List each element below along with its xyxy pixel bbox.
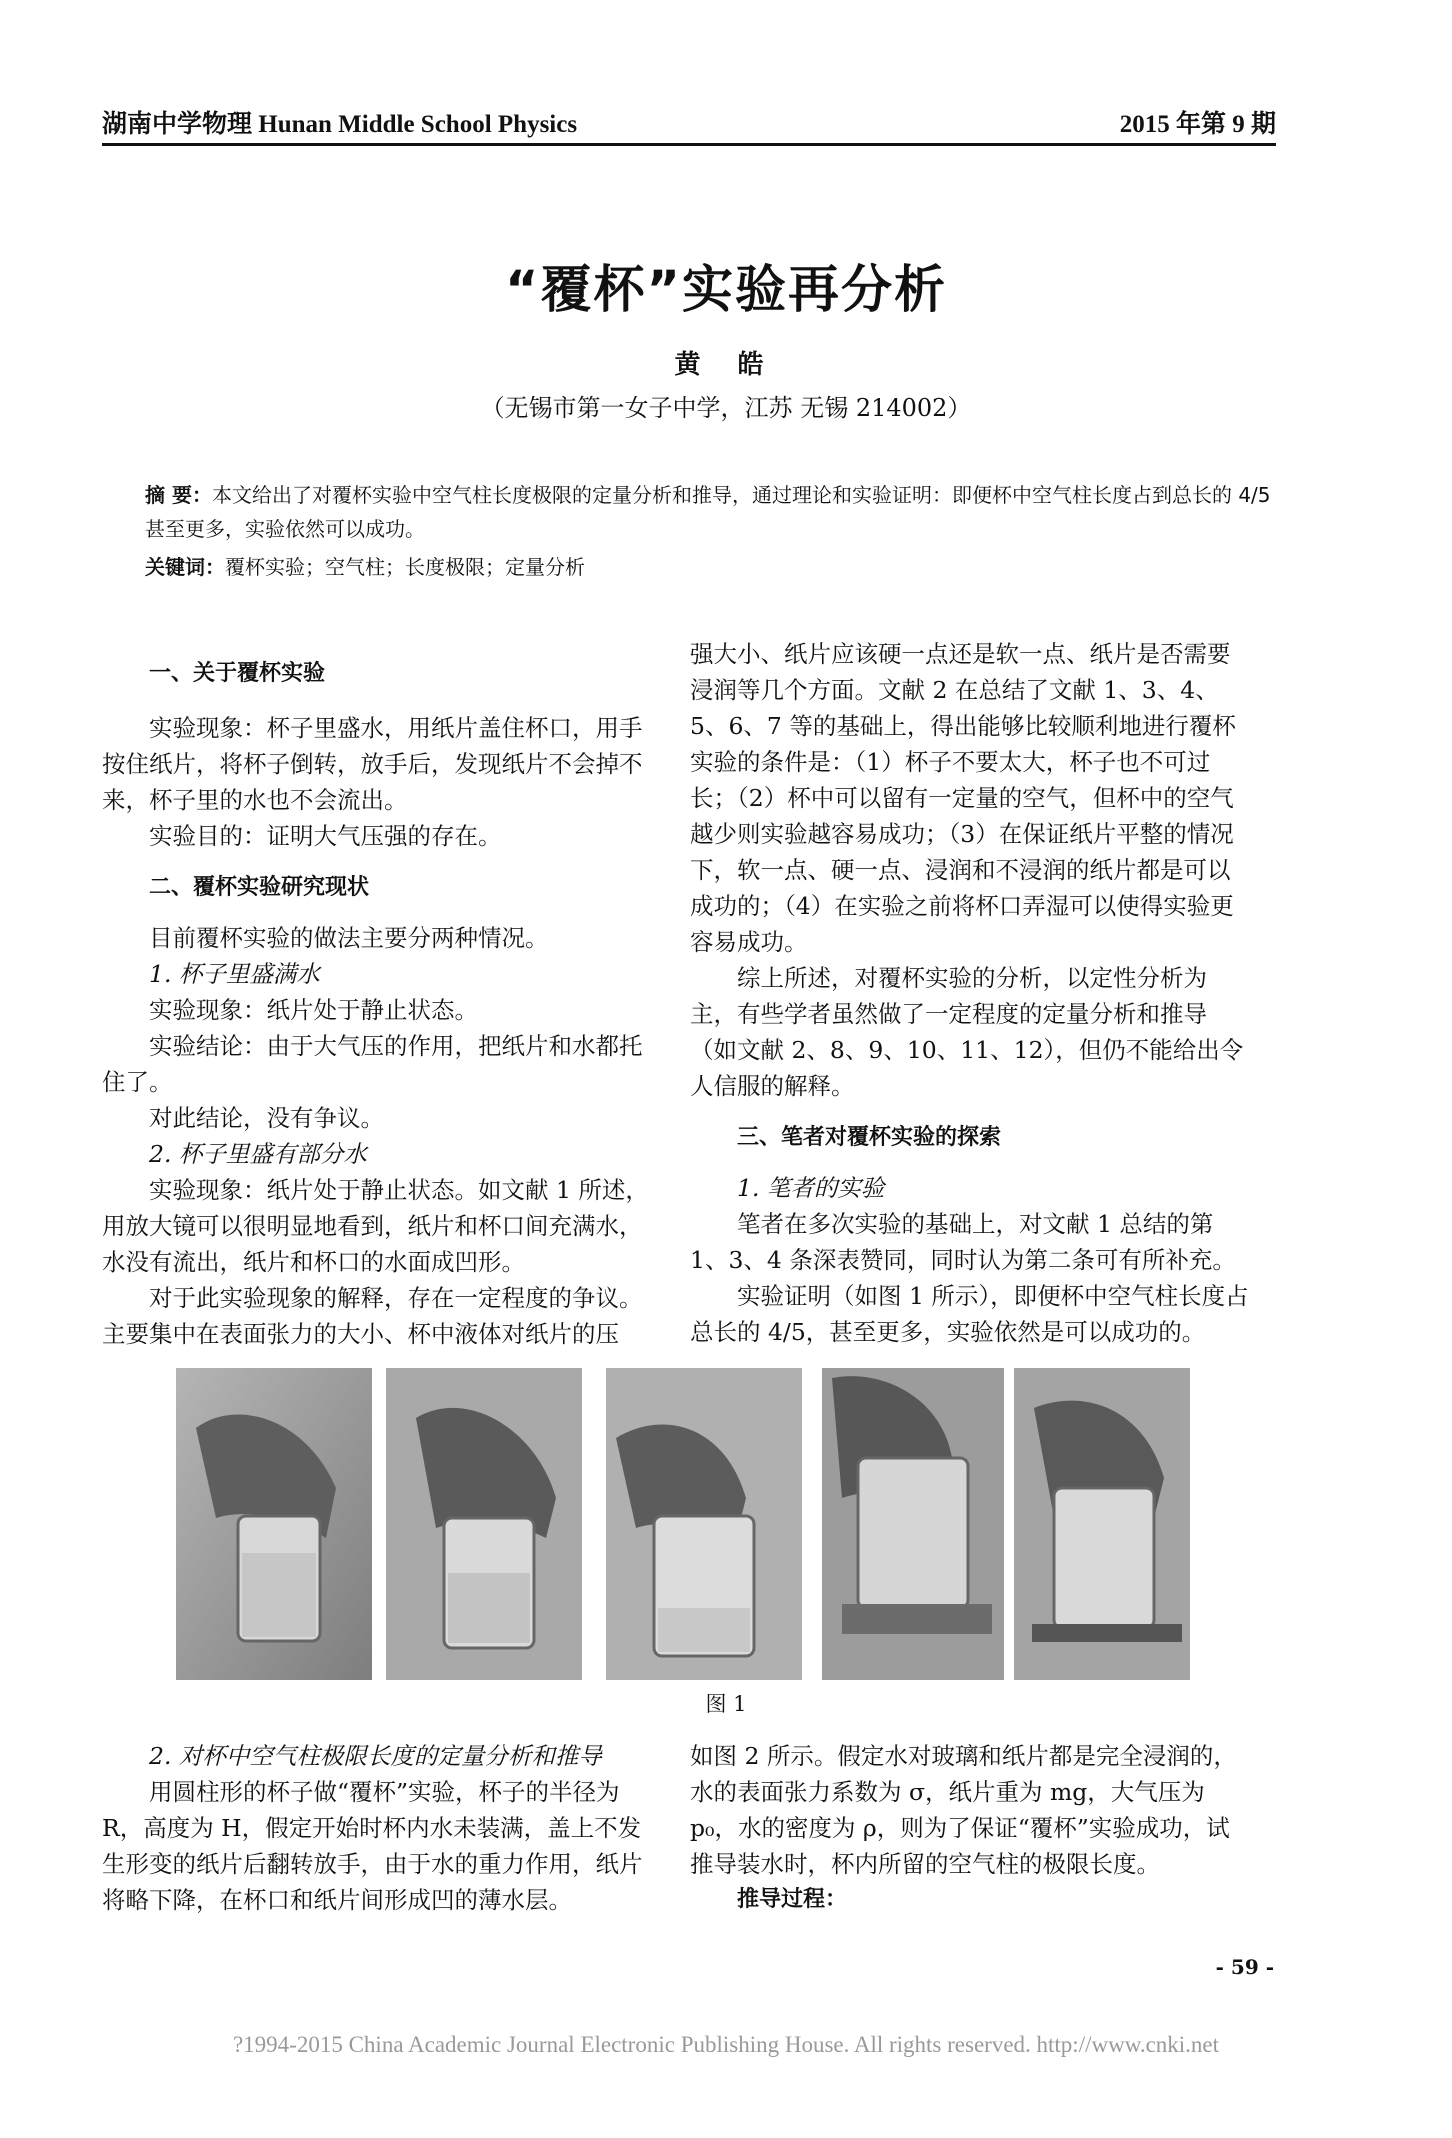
abstract-label: 摘 要： — [145, 483, 212, 507]
figure-photo-4 — [822, 1368, 1004, 1680]
subheading: 1. 笔者的实验 — [737, 1174, 885, 1202]
paragraph: 实验现象：杯子里盛水，用纸片盖住杯口，用手按住纸片，将杯子倒转，放手后，发现纸片不会掉不来，杯子里的水也不会流出。 — [102, 714, 643, 814]
section-heading-1: 一、关于覆杯实验 — [149, 661, 326, 686]
paragraph: 实验现象：纸片处于静止状态。 — [149, 996, 478, 1024]
bottom-left-column — [102, 1738, 662, 1918]
left-column — [102, 656, 662, 1352]
figure-photo-3 — [606, 1368, 802, 1680]
journal-header: 湖南中学物理 Hunan Middle School Physics — [102, 111, 578, 138]
subheading: 2. 杯子里盛有部分水 — [149, 1140, 367, 1168]
figure-photo-1 — [176, 1368, 372, 1680]
author-name: 黄 皓 — [674, 350, 778, 380]
paragraph: 综上所述，对覆杯实验的分析，以定性分析为主，有些学者虽然做了一定程度的定量分析和推导（如文献 2、8、9、10、11、12），但仍不能给出令人信服的解释。 — [690, 964, 1244, 1100]
paragraph: 目前覆杯实验的做法主要分两种情况。 — [149, 924, 549, 952]
keywords: 覆杯实验；空气柱；长度极限；定量分析 — [225, 555, 585, 579]
paragraph: 对于此实验现象的解释，存在一定程度的争议。主要集中在表面张力的大小、杯中液体对纸片的压 — [102, 1284, 643, 1348]
figure-photo-5 — [1014, 1368, 1190, 1680]
paragraph: 实验证明（如图 1 所示），即便杯中空气柱长度占总长的 4/5，甚至更多，实验依然是可以成功的。 — [690, 1282, 1249, 1346]
paragraph: 实验结论：由于大气压的作用，把纸片和水都托住了。 — [102, 1032, 643, 1096]
figure-photo-2 — [386, 1368, 582, 1680]
paragraph: 实验现象：纸片处于静止状态。如文献 1 所述，用放大镜可以很明显地看到，纸片和杯口间充满水，水没有流出，纸片和杯口的水面成凹形。 — [102, 1176, 649, 1276]
page-number: - 59 - — [1215, 1955, 1274, 1979]
subheading: 1. 杯子里盛满水 — [149, 960, 320, 988]
issue-label: 2015 年第 9 期 — [1119, 111, 1276, 138]
abstract — [145, 478, 1275, 584]
copyright-notice: ?1994-2015 China Academic Journal Electronic Publishing House. All rights reserved. http://www.cnki.net — [232, 2032, 1220, 2057]
paragraph: 强大小、纸片应该硬一点还是软一点、纸片是否需要浸润等几个方面。文献 2 在总结了文献 1、3、4、5、6、7 等的基础上，得出能够比较顺利地进行覆杯实验的条件是：（1）杯子不要太大，杯子也不可过长；（2）杯中可以留有一定量的空气，但杯中的空气越少则实验越容易成功；（3）在保证纸片平整的情况下，软一点、硬一点、浸润和不浸润的纸片都是可以成功的；（4）在实验之前将杯口弄湿可以使得实验更容易成功。 — [690, 640, 1236, 956]
keywords-label: 关键词： — [145, 555, 225, 579]
section-heading-3: 三、笔者对覆杯实验的探索 — [737, 1125, 1002, 1150]
paragraph: 笔者在多次实验的基础上，对文献 1 总结的第 1、3、4 条深表赞同，同时认为第二条可有所补充。 — [690, 1210, 1236, 1274]
figure-caption: 图 1 — [705, 1692, 747, 1716]
paragraph: 对此结论，没有争议。 — [149, 1104, 384, 1132]
derivation-label: 推导过程： — [737, 1887, 848, 1912]
section-heading-2: 二、覆杯实验研究现状 — [149, 875, 370, 900]
affiliation: （无锡市第一女子中学，江苏 无锡 214002） — [480, 394, 972, 422]
paragraph: 实验目的：证明大气压强的存在。 — [149, 822, 502, 850]
paper-title: “覆杯”实验再分析 — [504, 261, 948, 320]
abstract-text: 本文给出了对覆杯实验中空气柱长度极限的定量分析和推导，通过理论和实验证明：即便杯中空气柱长度占到总长的 4/5 甚至更多，实验依然可以成功。 — [145, 483, 1271, 541]
subheading: 2. 对杯中空气柱极限长度的定量分析和推导 — [149, 1742, 602, 1770]
paragraph: 如图 2 所示。假定水对玻璃和纸片都是完全浸润的，水的表面张力系数为 σ，纸片重为 mg，大气压为 p₀，水的密度为 ρ，则为了保证“覆杯”实验成功，试推导装水时，杯内所留的空气柱的极限长度。 — [690, 1742, 1237, 1878]
paragraph: 用圆柱形的杯子做“覆杯”实验，杯子的半径为 R，高度为 H，假定开始时杯内水未装满，盖上不发生形变的纸片后翻转放手，由于水的重力作用，纸片将略下降，在杯口和纸片间形成凹的薄水层。 — [102, 1778, 643, 1914]
header-rule — [102, 143, 1276, 146]
bottom-right-column — [690, 1738, 1250, 1918]
right-column — [690, 636, 1250, 1350]
